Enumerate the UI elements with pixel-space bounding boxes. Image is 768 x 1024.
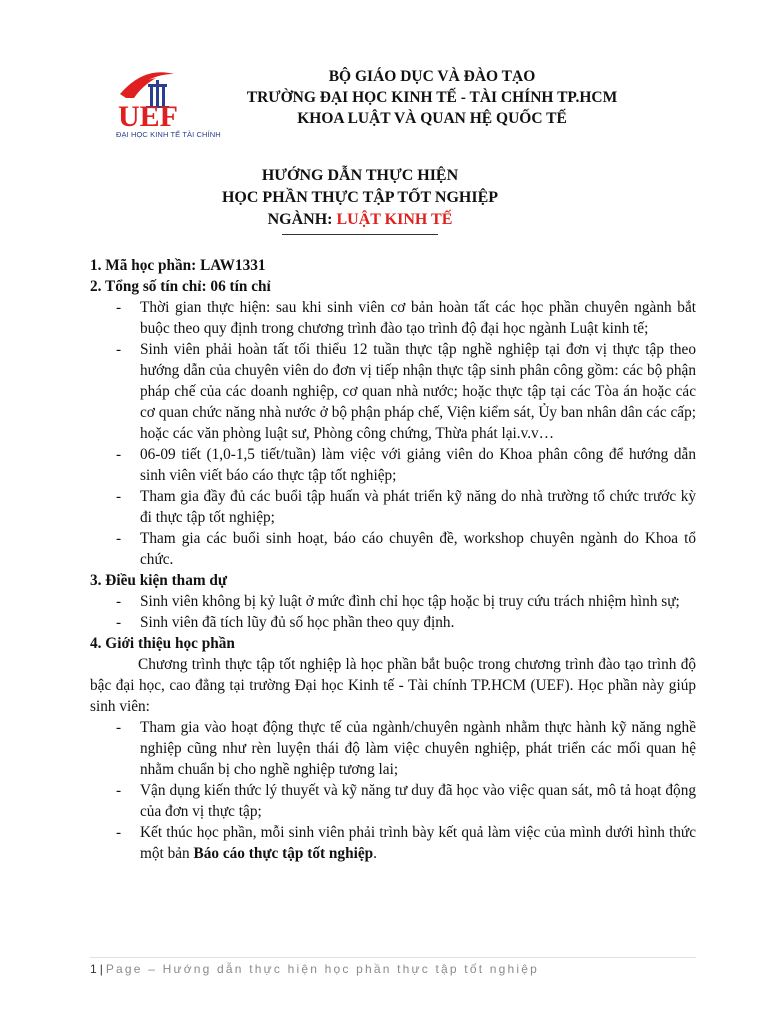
footer-divider [90, 957, 696, 958]
list-item [90, 822, 696, 864]
list-item [90, 339, 696, 444]
list-dash: - [116, 824, 122, 841]
list-dash: - [116, 341, 122, 358]
title-line-2: HỌC PHẦN THỰC TẬP TỐT NGHIỆP [221, 189, 499, 206]
list-item [90, 528, 696, 570]
list-dash: - [116, 614, 122, 631]
list-dash: - [116, 299, 122, 316]
title-line-3 [180, 209, 540, 231]
page-number: 1 [90, 962, 97, 976]
list-item-text: Vận dụng kiến thức lý thuyết và kỹ năng tư duy đã học vào việc quan sát, mô tả hoạt động của đơn vị thực tập; [140, 782, 696, 820]
section-2-heading: 2. Tổng số tín chỉ: 06 tín chỉ [90, 278, 271, 295]
list-item-text: Tham gia các buổi sinh hoạt, báo cáo chuyên đề, workshop chuyên ngành do Khoa tổ chức. [140, 530, 696, 568]
list-item-text: Kết thúc học phần, mỗi sinh viên phải trình bày kết quả làm việc của mình dưới hình thức một bản [140, 824, 696, 862]
logo-text: UEF [118, 100, 178, 128]
document-title [180, 165, 540, 235]
section-3-heading: 3. Điều kiện tham dự [90, 572, 228, 589]
list-item-text: Sinh viên phải hoàn tất tối thiểu 12 tuần thực tập nghề nghiệp tại đơn vị thực tập theo hướng dẫn của chuyên viên do đơn vị tiếp nhận thực tập sinh phân công gồm: các bộ phận pháp chế của các doanh nghiệp, cơ quan nhà nước; hoặc thực tập tại các Tòa án hoặc các cơ quan chức năng nhà nước ở bộ phận pháp chế, Viện kiểm sát, Ủy ban nhân dân các cấp; hoặc các văn phòng luật sư, Phòng công chứng, Thừa phát lại.v.v… [140, 341, 696, 442]
list-item [90, 717, 696, 780]
uef-logo-icon [112, 68, 232, 128]
list-item [90, 486, 696, 528]
page-footer [90, 962, 710, 976]
logo-subtitle: ĐẠI HỌC KINH TẾ TÀI CHÍNH [116, 130, 221, 139]
title-underline [282, 234, 438, 235]
list-item-text: Tham gia đầy đủ các buổi tập huấn và phát triển kỹ năng do nhà trường tổ chức trước kỳ đi thực tập tốt nghiệp; [140, 488, 696, 526]
footer-separator: | [99, 962, 103, 976]
list-item-end: . [373, 845, 377, 862]
list-item-text: 06-09 tiết (1,0-1,5 tiết/tuần) làm việc với giảng viên do Khoa phân công để hướng dẫn sinh viên viết báo cáo thực tập tốt nghiệp; [140, 446, 696, 484]
list-dash: - [116, 719, 122, 736]
footer-text: – Hướng dẫn thực hiện học phần thực tập tốt nghiệp [148, 962, 540, 976]
title-line-1: HƯỚNG DẪN THỰC HIỆN [261, 167, 459, 184]
list-dash: - [116, 488, 122, 505]
document-body [90, 255, 696, 864]
list-item [90, 297, 696, 339]
page-label: Page [105, 962, 143, 976]
list-item [90, 444, 696, 486]
list-item-text: Sinh viên không bị kỷ luật ở mức đình chỉ học tập hoặc bị truy cứu trách nhiệm hình sự; [140, 593, 680, 610]
ministry-name: BỘ GIÁO DỤC VÀ ĐÀO TẠO [328, 68, 536, 85]
section-4-paragraph: Chương trình thực tập tốt nghiệp là học phần bắt buộc trong chương trình đào tạo trình độ bậc đại học, cao đẳng tại trường Đại học Kinh tế - Tài chính TP.HCM (UEF). Học phần này giúp sinh viên: [90, 656, 696, 715]
list-item [90, 780, 696, 822]
list-item-text: Sinh viên đã tích lũy đủ số học phần theo quy định. [140, 614, 455, 631]
list-item-text: Tham gia vào hoạt động thực tế của ngành/chuyên ngành nhằm thực hành kỹ năng nghề nghiệp cũng như rèn luyện thái độ làm việc chuyên nghiệp, phát triển các mối quan hệ nhằm chuẩn bị cho nghề nghiệp tương lai; [140, 719, 696, 778]
major-prefix: NGÀNH: [267, 211, 337, 228]
report-name: Báo cáo thực tập tốt nghiệp [193, 845, 374, 862]
major-name: LUẬT KINH TẾ [336, 211, 453, 228]
list-dash: - [116, 530, 122, 547]
list-dash: - [116, 782, 122, 799]
list-dash: - [116, 593, 122, 610]
university-name: TRƯỜNG ĐẠI HỌC KINH TẾ - TÀI CHÍNH TP.HCM [246, 89, 618, 106]
uef-logo [112, 68, 232, 142]
list-item [90, 612, 696, 633]
list-item-text: Thời gian thực hiện: sau khi sinh viên cơ bản hoàn tất các học phần chuyên ngành bắt buộc theo quy định trong chương trình đào tạo trình độ đại học ngành Luật kinh tế; [140, 299, 696, 337]
list-item [90, 591, 696, 612]
section-4-heading: 4. Giới thiệu học phần [90, 635, 235, 652]
faculty-name: KHOA LUẬT VÀ QUAN HỆ QUỐC TẾ [297, 110, 567, 127]
section-1-heading: 1. Mã học phần: LAW1331 [90, 257, 266, 274]
institution-header [232, 66, 632, 129]
list-dash: - [116, 446, 122, 463]
